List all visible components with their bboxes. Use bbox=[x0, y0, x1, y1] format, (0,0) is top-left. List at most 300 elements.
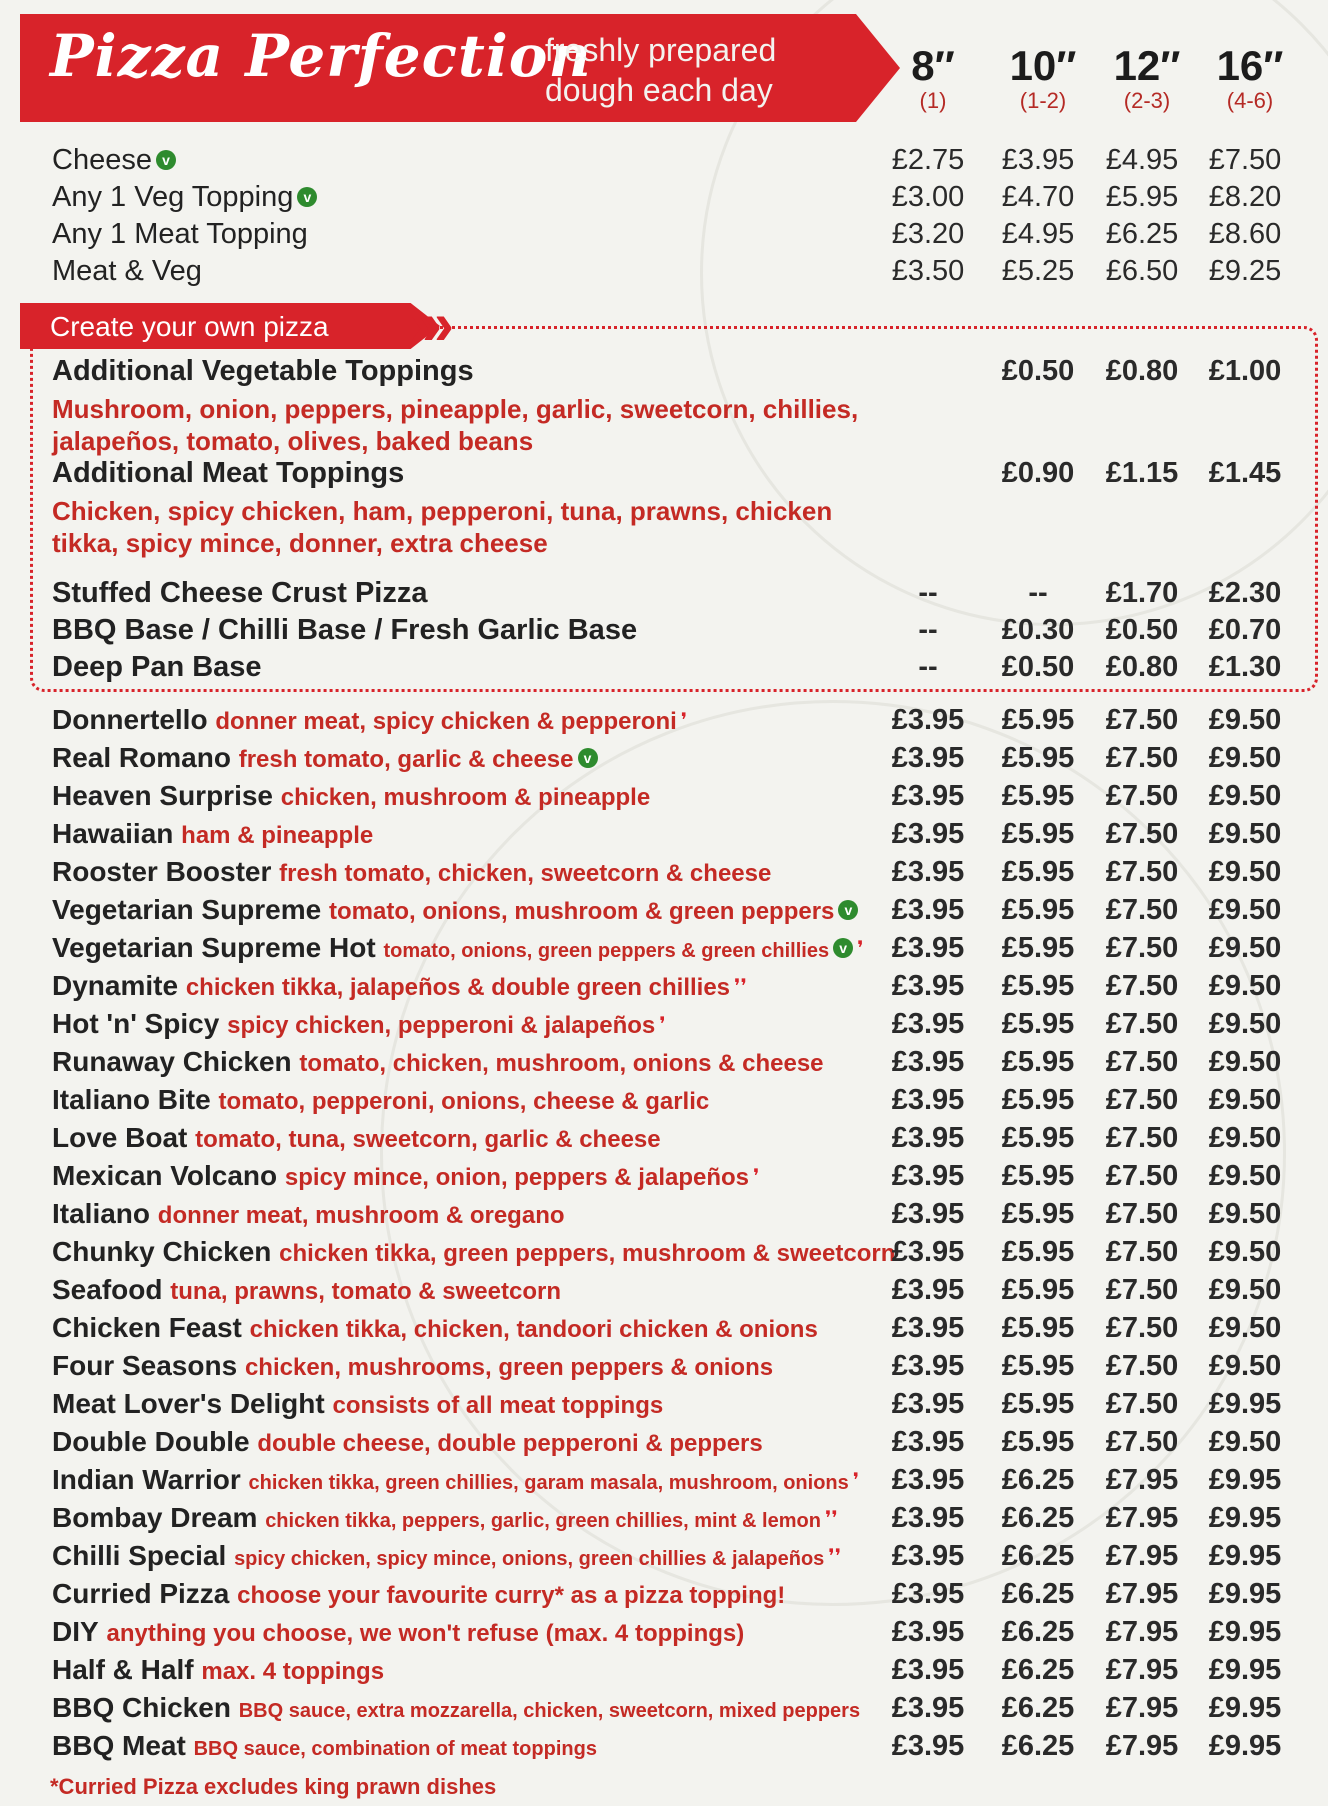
basic-pizza-row bbox=[0, 144, 1328, 181]
price: £3.95 bbox=[891, 1046, 965, 1078]
meat-toppings-prices bbox=[0, 457, 1328, 494]
price: £3.95 bbox=[891, 1236, 965, 1268]
price: £7.50 bbox=[1105, 1008, 1179, 1040]
price: £5.95 bbox=[1001, 1312, 1075, 1344]
price: £5.95 bbox=[1001, 1426, 1075, 1458]
price: £1.45 bbox=[1208, 457, 1282, 489]
price: £0.50 bbox=[1001, 651, 1075, 683]
price: £0.50 bbox=[1001, 355, 1075, 387]
pizza-name: Chilli Special bbox=[52, 1540, 227, 1571]
price: £3.95 bbox=[1001, 144, 1075, 176]
pizza-name: BBQ Chicken bbox=[52, 1692, 231, 1723]
size-column-header bbox=[1087, 44, 1207, 114]
pizza-row bbox=[0, 1084, 1328, 1122]
price: £5.95 bbox=[1001, 742, 1075, 774]
chilli-icon: ❜ bbox=[753, 1166, 760, 1188]
price: £5.95 bbox=[1001, 970, 1075, 1002]
price: £7.95 bbox=[1105, 1578, 1179, 1610]
price: £9.50 bbox=[1208, 1350, 1282, 1382]
pizza-row bbox=[0, 1236, 1328, 1274]
price: £7.50 bbox=[1105, 704, 1179, 736]
pizza-name: Chunky Chicken bbox=[52, 1236, 272, 1267]
pizza-name: Any 1 Meat Topping bbox=[52, 218, 308, 250]
price: £0.70 bbox=[1208, 614, 1282, 646]
pizza-name-line bbox=[52, 1008, 666, 1040]
size-serves: (1) bbox=[919, 88, 947, 113]
pizza-description: chicken tikka, green peppers, mushroom & sweetcorn bbox=[279, 1240, 896, 1267]
pizza-name-line bbox=[52, 856, 771, 888]
price: £3.95 bbox=[891, 1122, 965, 1154]
pizza-description: donner meat, mushroom & oregano bbox=[157, 1202, 565, 1229]
price: £9.50 bbox=[1208, 1160, 1282, 1192]
price: £1.30 bbox=[1208, 651, 1282, 683]
pizza-description: consists of all meat toppings bbox=[332, 1392, 664, 1419]
price: £3.95 bbox=[891, 704, 965, 736]
price: £3.95 bbox=[891, 856, 965, 888]
pizza-name-line bbox=[52, 1464, 859, 1496]
price: £2.75 bbox=[891, 144, 965, 176]
pizza-row bbox=[0, 1350, 1328, 1388]
price: £9.50 bbox=[1208, 932, 1282, 964]
price: £9.50 bbox=[1208, 780, 1282, 812]
pizza-row bbox=[0, 818, 1328, 856]
vegetarian-icon: v bbox=[838, 900, 858, 920]
price: £9.95 bbox=[1208, 1654, 1282, 1686]
price: £2.30 bbox=[1208, 577, 1282, 609]
pizza-description: tomato, chicken, mushroom, onions & cheese bbox=[299, 1050, 824, 1077]
pizza-description: spicy chicken, pepperoni & jalapeños bbox=[227, 1012, 656, 1039]
price: £7.50 bbox=[1105, 1198, 1179, 1230]
pizza-row bbox=[0, 1426, 1328, 1464]
pizza-row bbox=[0, 1654, 1328, 1692]
pizza-name-line bbox=[52, 1616, 744, 1648]
pizza-description: BBQ sauce, combination of meat toppings bbox=[193, 1738, 597, 1760]
size-serves: (1-2) bbox=[1019, 88, 1067, 113]
price: £9.50 bbox=[1208, 1008, 1282, 1040]
pizza-description: chicken tikka, peppers, garlic, green chillies, mint & lemon bbox=[265, 1510, 821, 1532]
price: £7.50 bbox=[1105, 1426, 1179, 1458]
pizza-description: tuna, prawns, tomato & sweetcorn bbox=[170, 1278, 561, 1305]
basic-pizza-row bbox=[0, 255, 1328, 292]
pizza-name-line bbox=[52, 1654, 384, 1686]
pizza-name: Meat & Veg bbox=[52, 255, 202, 287]
pizza-row bbox=[0, 1388, 1328, 1426]
price: -- bbox=[918, 614, 938, 646]
pizza-name-line bbox=[52, 970, 747, 1002]
pizza-name-line bbox=[52, 1578, 785, 1610]
pizza-row bbox=[0, 1046, 1328, 1084]
size-inch: 12″ bbox=[1113, 42, 1181, 89]
pizza-name: Italiano Bite bbox=[52, 1084, 211, 1115]
pizza-name: Real Romano bbox=[52, 742, 231, 773]
price: £7.50 bbox=[1105, 742, 1179, 774]
pizza-name: Double Double bbox=[52, 1426, 250, 1457]
price: £0.30 bbox=[1001, 614, 1075, 646]
price: £4.95 bbox=[1001, 218, 1075, 250]
chilli-icon: ❜❜ bbox=[824, 1508, 838, 1530]
pizza-description: chicken tikka, chicken, tandoori chicken & onions bbox=[249, 1316, 818, 1343]
price: £3.95 bbox=[891, 1502, 965, 1534]
price: £1.00 bbox=[1208, 355, 1282, 387]
create-your-own-label: Create your own pizza bbox=[50, 311, 329, 342]
price: £8.20 bbox=[1208, 181, 1282, 213]
pizza-name: Heaven Surprise bbox=[52, 780, 273, 811]
base-option-row bbox=[0, 651, 1328, 688]
price: £7.50 bbox=[1105, 856, 1179, 888]
price: £7.50 bbox=[1105, 970, 1179, 1002]
price: -- bbox=[1028, 577, 1048, 609]
price: £9.50 bbox=[1208, 1046, 1282, 1078]
pizza-description: tomato, onions, green peppers & green chillies bbox=[383, 940, 830, 962]
pizza-name-line bbox=[52, 894, 858, 926]
price: £1.15 bbox=[1105, 457, 1179, 489]
price: £0.80 bbox=[1105, 651, 1179, 683]
price: £7.50 bbox=[1105, 1160, 1179, 1192]
pizza-description: anything you choose, we won't refuse (max. 4 toppings) bbox=[106, 1620, 745, 1647]
price: £9.50 bbox=[1208, 818, 1282, 850]
chilli-icon: ❜ bbox=[659, 1014, 666, 1036]
price: £8.60 bbox=[1208, 218, 1282, 250]
pizza-name: Runaway Chicken bbox=[52, 1046, 292, 1077]
pizza-name: Vegetarian Supreme Hot bbox=[52, 932, 376, 963]
pizza-name-line bbox=[52, 1274, 561, 1306]
price: £5.95 bbox=[1001, 1236, 1075, 1268]
price: £5.95 bbox=[1105, 181, 1179, 213]
price: £5.95 bbox=[1001, 704, 1075, 736]
price: £7.50 bbox=[1105, 818, 1179, 850]
price: £3.95 bbox=[891, 932, 965, 964]
pizza-name-line bbox=[52, 1122, 661, 1154]
size-column-header bbox=[1190, 44, 1310, 114]
price: £7.50 bbox=[1105, 932, 1179, 964]
chilli-icon: ❜ bbox=[852, 1470, 860, 1492]
pizza-description: chicken, mushroom & pineapple bbox=[280, 784, 651, 811]
price: £5.95 bbox=[1001, 1198, 1075, 1230]
pizza-row bbox=[0, 1122, 1328, 1160]
pizza-description: chicken, mushrooms, green peppers & onions bbox=[244, 1354, 774, 1381]
pizza-description: tomato, onions, mushroom & green peppers bbox=[329, 898, 835, 925]
vegetarian-icon: v bbox=[297, 187, 317, 207]
price: £3.20 bbox=[891, 218, 965, 250]
pizza-row bbox=[0, 1160, 1328, 1198]
vegetarian-icon: v bbox=[578, 748, 598, 768]
pizza-name: Italiano bbox=[52, 1198, 151, 1229]
price: £5.95 bbox=[1001, 780, 1075, 812]
price: £9.50 bbox=[1208, 742, 1282, 774]
price: £5.95 bbox=[1001, 1160, 1075, 1192]
price: £6.25 bbox=[1001, 1730, 1075, 1762]
price: £7.50 bbox=[1105, 1350, 1179, 1382]
price: £5.95 bbox=[1001, 932, 1075, 964]
price: £1.70 bbox=[1105, 577, 1179, 609]
price: £3.95 bbox=[891, 1312, 965, 1344]
pizza-row bbox=[0, 1502, 1328, 1540]
pizza-name-line bbox=[52, 742, 598, 774]
price: £5.95 bbox=[1001, 1388, 1075, 1420]
price: -- bbox=[918, 651, 938, 683]
pizza-row bbox=[0, 1540, 1328, 1578]
pizza-name: Donnertello bbox=[52, 704, 208, 735]
price: £7.95 bbox=[1105, 1464, 1179, 1496]
price: £5.95 bbox=[1001, 818, 1075, 850]
price: £7.50 bbox=[1105, 1236, 1179, 1268]
pizza-description: chicken tikka, green chillies, garam masala, mushroom, onions bbox=[248, 1472, 849, 1494]
pizza-name: Vegetarian Supreme bbox=[52, 894, 322, 925]
pizza-name-line bbox=[52, 1160, 759, 1192]
price: £6.25 bbox=[1001, 1540, 1075, 1572]
price: £9.50 bbox=[1208, 1236, 1282, 1268]
price: £3.95 bbox=[891, 894, 965, 926]
pizza-description: double cheese, double pepperoni & peppers bbox=[257, 1430, 763, 1457]
price: £0.50 bbox=[1105, 614, 1179, 646]
price: £3.95 bbox=[891, 742, 965, 774]
chilli-icon: ❜ bbox=[857, 938, 864, 960]
pizza-name: Hot 'n' Spicy bbox=[52, 1008, 220, 1039]
price: £5.95 bbox=[1001, 1046, 1075, 1078]
price: £7.50 bbox=[1105, 1388, 1179, 1420]
size-serves: (2-3) bbox=[1123, 88, 1171, 113]
size-column-header bbox=[983, 44, 1103, 114]
price: £6.25 bbox=[1001, 1578, 1075, 1610]
pizza-row bbox=[0, 780, 1328, 818]
pizza-name: Curried Pizza bbox=[52, 1578, 230, 1609]
price: £7.95 bbox=[1105, 1502, 1179, 1534]
price: £9.50 bbox=[1208, 856, 1282, 888]
pizza-row bbox=[0, 1730, 1328, 1768]
size-inch: 8″ bbox=[911, 42, 955, 89]
price: £3.95 bbox=[891, 970, 965, 1002]
price: £9.25 bbox=[1208, 255, 1282, 287]
price: £9.95 bbox=[1208, 1578, 1282, 1610]
price: £9.95 bbox=[1208, 1540, 1282, 1572]
price: £7.95 bbox=[1105, 1730, 1179, 1762]
price: £6.50 bbox=[1105, 255, 1179, 287]
price: £5.95 bbox=[1001, 894, 1075, 926]
price: £9.50 bbox=[1208, 1274, 1282, 1306]
size-column-header bbox=[873, 44, 993, 114]
price: £7.50 bbox=[1105, 1122, 1179, 1154]
pizza-name-line bbox=[52, 1312, 818, 1344]
price: £3.50 bbox=[891, 255, 965, 287]
pizza-description: spicy chicken, spicy mince, onions, green chillies & jalapeños bbox=[234, 1548, 825, 1570]
pizza-name: Any 1 Veg Topping v bbox=[52, 181, 317, 214]
price: £3.95 bbox=[891, 1274, 965, 1306]
price: £6.25 bbox=[1001, 1654, 1075, 1686]
base-option-row bbox=[0, 614, 1328, 651]
price: £6.25 bbox=[1001, 1464, 1075, 1496]
pizza-row bbox=[0, 1198, 1328, 1236]
pizza-row bbox=[0, 1464, 1328, 1502]
pizza-name: Dynamite bbox=[52, 970, 179, 1001]
price: £3.95 bbox=[891, 1160, 965, 1192]
pizza-name: Meat Lover's Delight bbox=[52, 1388, 325, 1419]
pizza-name: Rooster Booster bbox=[52, 856, 272, 887]
price: £5.95 bbox=[1001, 856, 1075, 888]
pizza-name-line bbox=[52, 1236, 895, 1268]
pizza-name-line bbox=[52, 1084, 709, 1116]
pizza-description: BBQ sauce, extra mozzarella, chicken, sweetcorn, mixed peppers bbox=[238, 1700, 861, 1722]
pizza-name-line bbox=[52, 818, 373, 850]
pizza-name-line bbox=[52, 1730, 597, 1762]
pizza-name: Chicken Feast bbox=[52, 1312, 242, 1343]
pizza-row bbox=[0, 1578, 1328, 1616]
pizza-name: BBQ Meat bbox=[52, 1730, 186, 1761]
price: £9.50 bbox=[1208, 1084, 1282, 1116]
pizza-name: Hawaiian bbox=[52, 818, 174, 849]
pizza-name-line bbox=[52, 1350, 773, 1382]
pizza-name-line bbox=[52, 780, 650, 812]
pizza-name-line bbox=[52, 932, 864, 964]
base-option-row bbox=[0, 577, 1328, 614]
pizza-name: Half & Half bbox=[52, 1654, 194, 1685]
meat-toppings-list: Chicken, spicy chicken, ham, pepperoni, tuna, prawns, chicken tikka, spicy mince, donner, extra cheese bbox=[52, 496, 833, 558]
pizza-name: Love Boat bbox=[52, 1122, 188, 1153]
base-name: Stuffed Cheese Crust Pizza bbox=[52, 577, 428, 609]
price: £3.95 bbox=[891, 1388, 965, 1420]
price: £3.95 bbox=[891, 1730, 965, 1762]
pizza-name-line bbox=[52, 1046, 824, 1078]
price: £7.50 bbox=[1105, 894, 1179, 926]
pizza-row bbox=[0, 932, 1328, 970]
price: £7.95 bbox=[1105, 1654, 1179, 1686]
pizza-name: Bombay Dream bbox=[52, 1502, 258, 1533]
price: £3.95 bbox=[891, 1350, 965, 1382]
price: £9.50 bbox=[1208, 704, 1282, 736]
pizza-row bbox=[0, 970, 1328, 1008]
price: £6.25 bbox=[1001, 1692, 1075, 1724]
pizza-row bbox=[0, 742, 1328, 780]
price: £9.95 bbox=[1208, 1730, 1282, 1762]
price: £5.95 bbox=[1001, 1350, 1075, 1382]
veg-toppings-prices bbox=[0, 355, 1328, 392]
basic-pizza-row bbox=[0, 181, 1328, 218]
price: £3.95 bbox=[891, 1578, 965, 1610]
price: £9.50 bbox=[1208, 1312, 1282, 1344]
price: £3.95 bbox=[891, 1464, 965, 1496]
price: £9.50 bbox=[1208, 894, 1282, 926]
price: £6.25 bbox=[1105, 218, 1179, 250]
price: £3.95 bbox=[891, 1426, 965, 1458]
price: £5.95 bbox=[1001, 1084, 1075, 1116]
pizza-row bbox=[0, 856, 1328, 894]
tagline: freshly prepared dough each day bbox=[545, 32, 777, 108]
pizza-name: DIY bbox=[52, 1616, 99, 1647]
price: £7.50 bbox=[1208, 144, 1282, 176]
pizza-description: tomato, tuna, sweetcorn, garlic & cheese bbox=[195, 1126, 661, 1153]
price: £0.90 bbox=[1001, 457, 1075, 489]
price: £9.95 bbox=[1208, 1692, 1282, 1724]
price: £5.95 bbox=[1001, 1274, 1075, 1306]
price: £0.80 bbox=[1105, 355, 1179, 387]
veg-toppings-title: Additional Vegetable Toppings bbox=[52, 355, 474, 387]
pizza-description: spicy mince, onion, peppers & jalapeños bbox=[284, 1164, 750, 1191]
price: £4.70 bbox=[1001, 181, 1075, 213]
basic-pizza-row bbox=[0, 218, 1328, 255]
size-inch: 16″ bbox=[1216, 42, 1284, 89]
price: £3.95 bbox=[891, 780, 965, 812]
price: £6.25 bbox=[1001, 1616, 1075, 1648]
vegetarian-icon: v bbox=[156, 150, 176, 170]
pizza-description: fresh tomato, garlic & cheese bbox=[238, 746, 574, 773]
price: £7.50 bbox=[1105, 1312, 1179, 1344]
price: £9.95 bbox=[1208, 1616, 1282, 1648]
price: £9.50 bbox=[1208, 1426, 1282, 1458]
price: £3.95 bbox=[891, 1008, 965, 1040]
price: £3.95 bbox=[891, 1616, 965, 1648]
price: £3.00 bbox=[891, 181, 965, 213]
price: £5.95 bbox=[1001, 1008, 1075, 1040]
footnote: *Curried Pizza excludes king prawn dishes bbox=[50, 1774, 497, 1799]
price: £7.95 bbox=[1105, 1616, 1179, 1648]
price: £7.95 bbox=[1105, 1540, 1179, 1572]
price: £7.95 bbox=[1105, 1692, 1179, 1724]
base-name: BBQ Base / Chilli Base / Fresh Garlic Base bbox=[52, 614, 638, 646]
price: £9.95 bbox=[1208, 1502, 1282, 1534]
price: £9.50 bbox=[1208, 1198, 1282, 1230]
vegetarian-icon: v bbox=[833, 938, 853, 958]
pizza-description: tomato, pepperoni, onions, cheese & garlic bbox=[218, 1088, 710, 1115]
price: £5.95 bbox=[1001, 1122, 1075, 1154]
pizza-name: Four Seasons bbox=[52, 1350, 238, 1381]
pizza-row bbox=[0, 704, 1328, 742]
price: £3.95 bbox=[891, 1540, 965, 1572]
pizza-description: ham & pineapple bbox=[181, 822, 374, 849]
size-inch: 10″ bbox=[1009, 42, 1077, 89]
pizza-description: max. 4 toppings bbox=[201, 1658, 385, 1685]
brand-title: Pizza Perfection bbox=[50, 22, 592, 90]
pizza-row bbox=[0, 1008, 1328, 1046]
price: £9.95 bbox=[1208, 1388, 1282, 1420]
pizza-name-line bbox=[52, 1198, 565, 1230]
price: £3.95 bbox=[891, 1198, 965, 1230]
price: £7.50 bbox=[1105, 1274, 1179, 1306]
pizza-row bbox=[0, 894, 1328, 932]
price: £9.50 bbox=[1208, 970, 1282, 1002]
pizza-name-line bbox=[52, 1540, 841, 1572]
pizza-name: Indian Warrior bbox=[52, 1464, 241, 1495]
chilli-icon: ❜ bbox=[680, 710, 688, 732]
pizza-name-line bbox=[52, 1388, 663, 1420]
pizza-name-line bbox=[52, 1502, 838, 1534]
pizza-name-line bbox=[52, 1426, 763, 1458]
pizza-row bbox=[0, 1616, 1328, 1654]
price: £3.95 bbox=[891, 1654, 965, 1686]
price: £3.95 bbox=[891, 1692, 965, 1724]
base-name: Deep Pan Base bbox=[52, 651, 262, 683]
size-serves: (4-6) bbox=[1226, 88, 1274, 113]
price: £5.25 bbox=[1001, 255, 1075, 287]
pizza-name-line bbox=[52, 1692, 860, 1724]
pizza-description: choose your favourite curry* as a pizza topping! bbox=[237, 1582, 786, 1609]
veg-toppings-list: Mushroom, onion, peppers, pineapple, garlic, sweetcorn, chillies, jalapeños, tomato, olives, baked beans bbox=[52, 394, 859, 456]
price: -- bbox=[918, 577, 938, 609]
price: £6.25 bbox=[1001, 1502, 1075, 1534]
price: £3.95 bbox=[891, 818, 965, 850]
pizza-name: Mexican Volcano bbox=[52, 1160, 278, 1191]
pizza-row bbox=[0, 1274, 1328, 1312]
chevron-arrows-icon: ››› bbox=[410, 290, 446, 357]
price: £7.50 bbox=[1105, 1084, 1179, 1116]
price: £7.50 bbox=[1105, 1046, 1179, 1078]
pizza-row bbox=[0, 1312, 1328, 1350]
pizza-name-line bbox=[52, 704, 687, 736]
price: £3.95 bbox=[891, 1084, 965, 1116]
price: £7.50 bbox=[1105, 780, 1179, 812]
price: £9.95 bbox=[1208, 1464, 1282, 1496]
pizza-row bbox=[0, 1692, 1328, 1730]
pizza-name: Cheese v bbox=[52, 144, 176, 177]
price: £4.95 bbox=[1105, 144, 1179, 176]
